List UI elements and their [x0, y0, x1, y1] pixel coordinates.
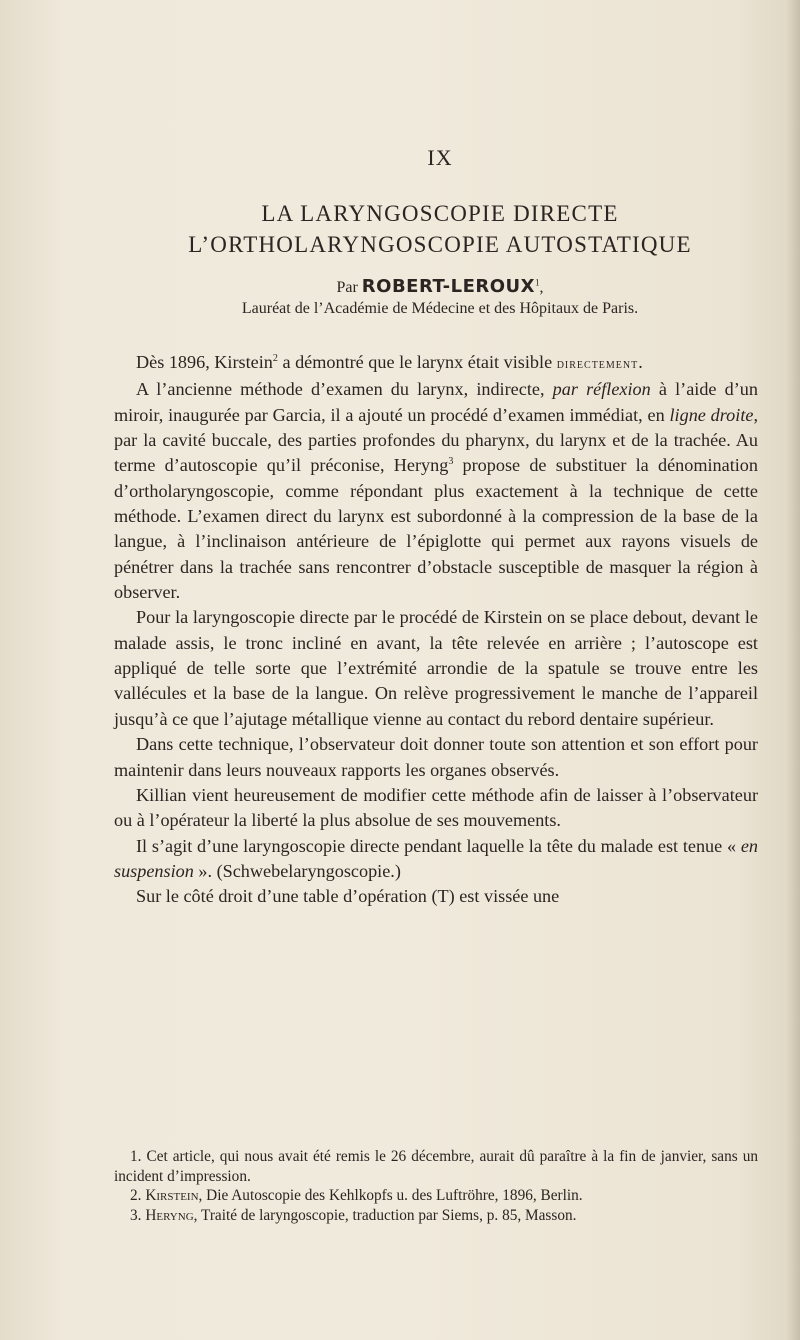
paragraph-2-text-b: à l’aide d’un miroir, inaugurée par Garcia, il a ajouté un procédé d’examen immédiat, en	[114, 379, 758, 425]
footnote-3	[114, 1206, 758, 1226]
paragraph-1-text-c: .	[638, 352, 643, 372]
article-title-line-2: L’ORTHOLARYNGOSCOPIE AUTOSTATIQUE	[188, 232, 692, 257]
paragraph-2-italic-b: ligne droite	[669, 404, 754, 425]
article-body	[114, 350, 758, 910]
footnote-3-number: 3.	[130, 1206, 142, 1224]
author-affiliation: Lauréat de l’Académie de Médecine et des Hôpitaux de Paris.	[241, 300, 639, 317]
byline	[0, 276, 800, 297]
paragraph-1-smallcaps: directement	[556, 357, 639, 372]
footnote-2-number: 2.	[130, 1187, 142, 1205]
paragraph-2-italic-a: par réflexion	[552, 379, 651, 400]
paragraph-2-text-c: , par la cavité buccale, des parties profondes du pharynx, du larynx et de la trachée. Au terme d’autoscopie qu’il préconise, Heryng	[114, 404, 758, 476]
footnote-ref-3: 3	[448, 456, 454, 468]
paragraph-3: Pour la laryngoscopie directe par le procédé de Kirstein on se place debout, devant le malade assis, le tronc incliné en avant, la tête relevée en arrière ; l’autoscope est appliqué de telle sorte que l’extrémité arrondie de la spatule se trouve entre les vallécules et la base de la langue. On relève progressivement le manche de l’appareil jusqu’à ce que l’ajutage métallique vienne au contact du rebord dentaire supérieur.	[114, 607, 758, 729]
footnote-1: 1. Cet article, qui nous avait été remis le 26 décembre, aurait dû paraître à la fin de janvier, sans un incident d’impression.	[114, 1148, 758, 1185]
author-name: ROBERT-LEROUX	[361, 276, 536, 297]
paragraph-7: Sur le côté droit d’une table d’opération (T) est vissée une	[136, 886, 560, 907]
paragraph-2	[114, 377, 758, 605]
chapter-number: IX	[427, 145, 453, 170]
author-footnote-marker: 1	[535, 277, 540, 288]
paragraph-6-italic: en suspension	[114, 835, 758, 881]
footnote-2-text: , Die Autoscopie des Kehlkopfs u. des Luftröhre, 1896, Berlin.	[198, 1187, 583, 1205]
footnote-ref-2: 2	[272, 352, 278, 364]
footnotes	[114, 1147, 758, 1225]
article-title-line-1: LA LARYNGOSCOPIE DIRECTE	[261, 201, 619, 226]
paragraph-1-text-a: Dès 1896, Kirstein	[136, 352, 273, 372]
paragraph-4: Dans cette technique, l’observateur doit donner toute son attention et son effort pour maintenir dans leurs nouveaux rapports les organes observés.	[114, 734, 758, 780]
paragraph-2-text-d: propose de substituer la dénomination d’ortholaryngoscopie, comme répondant plus exactement à la technique de cette méthode. L’examen direct du larynx est subordonné à la compression de la base de la langue, à l’inclinaison antérieure de l’épiglotte qui permet aux rayons visuels de pénétrer dans la trachée sans rencontrer d’obstacle susceptible de masquer la région à observer.	[114, 455, 758, 603]
paragraph-6-text-a: Il s’agit d’une laryngoscopie directe pendant laquelle la tête du malade est tenue «	[136, 835, 741, 856]
byline-suffix: ,	[539, 279, 544, 296]
byline-prefix: Par	[336, 279, 358, 296]
paragraph-1	[114, 350, 758, 377]
paragraph-2-text-a: A l’ancienne méthode d’examen du larynx, indirecte,	[136, 379, 553, 400]
paragraph-1-text-b: a démontré que le larynx était visible	[277, 352, 557, 372]
footnote-3-author: Heryng	[145, 1206, 194, 1224]
paragraph-5: Killian vient heureusement de modifier cette méthode afin de laisser à l’observateur ou à l’opérateur la liberté la plus absolue de ses mouvements.	[114, 784, 758, 831]
paragraph-6-text-b: ». (Schwebelaryngoscopie.)	[193, 860, 401, 881]
paragraph-6	[114, 834, 758, 885]
footnote-2	[114, 1186, 758, 1206]
footnote-3-text: , Traité de laryngoscopie, traduction par Siems, p. 85, Masson.	[193, 1206, 577, 1224]
footnote-2-author: Kirstein	[145, 1187, 199, 1205]
